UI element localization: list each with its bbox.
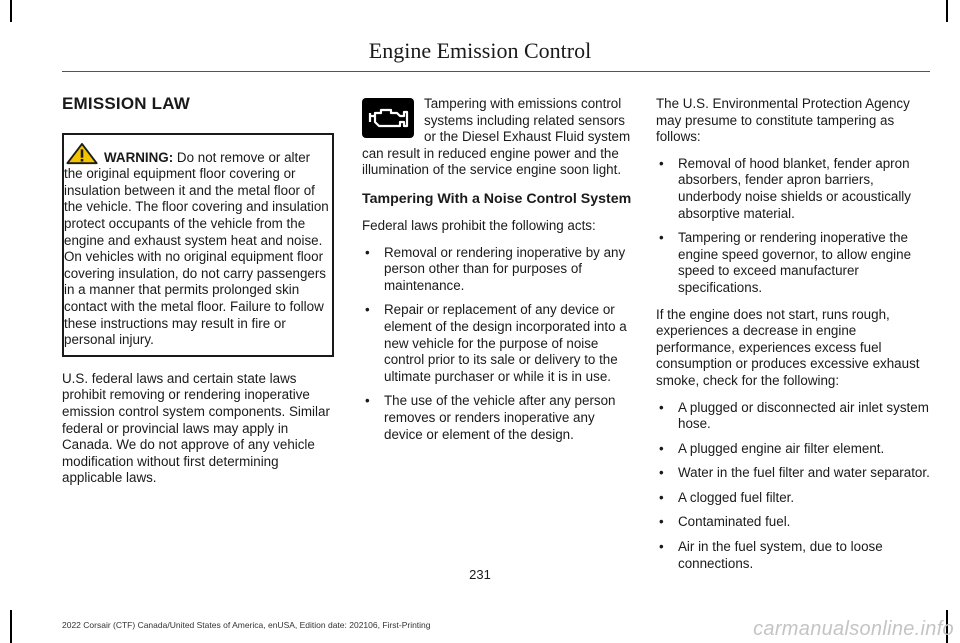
epa-tampering-list — [656, 156, 930, 297]
list-item: • A plugged or disconnected air inlet system hose. — [659, 399, 929, 432]
engine-check-list — [656, 400, 930, 573]
list-item: • Water in the fuel filter and water separator. — [659, 465, 930, 481]
crop-mark-top-right — [946, 0, 948, 22]
column-2 — [362, 96, 632, 453]
warning-triangle-icon — [64, 143, 100, 165]
footer-edition-info: 2022 Corsair (CTF) Canada/United States of America, enUSA, Edition date: 202106, First-Printing — [62, 620, 431, 630]
emission-law-paragraph: U.S. federal laws and certain state laws prohibit removing or rendering inoperative emission control system components. Similar federal or provincial laws may apply in Canada. We do not approve of any vehicle modification without first determining applicable laws. — [62, 370, 330, 486]
crop-mark-bottom-left — [10, 610, 12, 643]
watermark: carmanualsonline.info — [753, 618, 954, 640]
tampering-intro: Tampering with emissions control systems including related sensors or the Diesel Exhaust Fluid system can result in reduced engine power and the illumination of the service engine soon light. — [362, 96, 631, 178]
noise-control-heading: Tampering With a Noise Control System — [362, 190, 632, 207]
epa-lead: The U.S. Environmental Protection Agency may presume to constitute tampering as follows: — [656, 96, 910, 145]
column-1 — [62, 96, 334, 497]
list-item: • Repair or replacement of any device or element of the design incorporated into a new vehicle for the purpose of noise control prior to its sale or delivery to the ultimate purchaser or while it is in use. — [365, 302, 627, 384]
warning-text: Do not remove or alter the original equipment floor covering or insulation between it and the metal floor of the vehicle. The floor covering and insulation protect occupants of the vehicle from the engine and exhaust system heat and noise. On vehicles with no original equipment floor covering insulation, do not carry passengers in a manner that permits prolonged skin contact with the metal floor. Failure to follow these instructions may result in fire or personal injury. — [64, 149, 329, 348]
engine-check-lead: If the engine does not start, runs rough, experiences a decrease in engine performance, experiences excess fuel consumption or produces excessive exhaust smoke, check for the following: — [656, 306, 920, 388]
page-number: 231 — [469, 567, 491, 582]
page-title: Engine Emission Control — [368, 38, 592, 63]
prohibited-acts-list — [362, 245, 632, 444]
check-engine-icon — [362, 98, 414, 138]
federal-laws-lead: Federal laws prohibit the following acts: — [362, 217, 596, 233]
list-item: • Removal or rendering inoperative by any person other than for purposes of maintenance. — [365, 244, 626, 293]
warning-label: WARNING: — [104, 149, 174, 165]
column-3 — [656, 96, 930, 582]
list-item: • Contaminated fuel. — [659, 514, 791, 530]
section-heading: EMISSION LAW — [62, 94, 191, 113]
list-item: • A clogged fuel filter. — [659, 489, 795, 505]
warning-text-block — [64, 143, 332, 349]
list-item: • A plugged engine air filter element. — [659, 440, 885, 456]
warning-box — [62, 133, 334, 357]
list-item: • Tampering or rendering inoperative the engine speed governor, to allow engine speed to exceed manufacturer specifications. — [659, 230, 912, 295]
list-item: • The use of the vehicle after any person removes or renders inoperative any device or element of the design. — [365, 393, 616, 442]
list-item: • Air in the fuel system, due to loose connections. — [659, 539, 883, 571]
crop-mark-top-left — [10, 0, 12, 22]
list-item: • Removal of hood blanket, fender apron absorbers, fender apron barriers, underbody noise shields or acoustically absorptive material. — [659, 155, 911, 221]
header-divider — [62, 71, 930, 72]
